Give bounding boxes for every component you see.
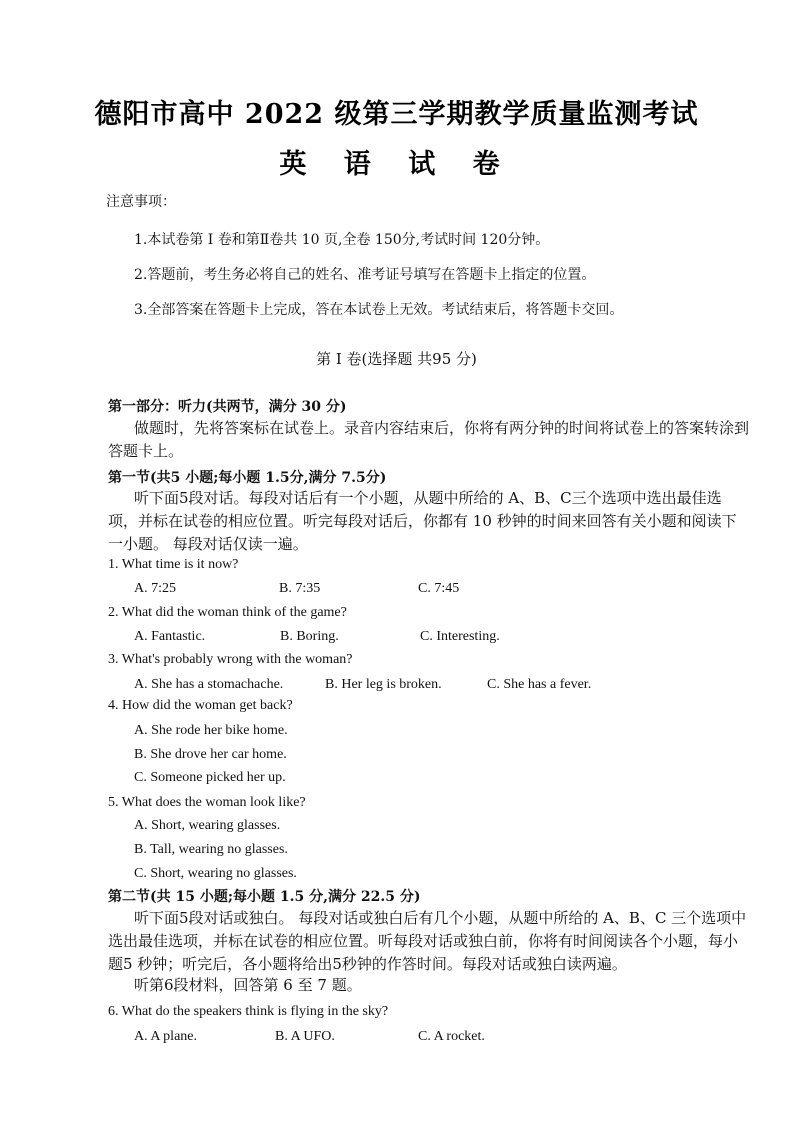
section2-title: 第二节(共 15 小题;每小题 1.5 分,满分 22.5 分) (108, 889, 421, 905)
section2-intro: 听下面5段对话或独白。 每段对话或独白后有几个小题，从题中所给的 A、B、C 三个选项中选出最佳选项，并标在试卷的相应位置。听每段对话或独白前，你将有时间阅读各个小题，每小题5 秒钟；听完后，各小题将给出5秒钟的作答时间。每段对话或独白读两遍。 (108, 909, 747, 973)
section2-material: 听第6段材料，回答第 6 至 7 题。 (134, 976, 362, 994)
exam-title: 德阳市高中 2022 级第三学期教学质量监测考试 (94, 99, 699, 130)
part1-title: 第一部分：听力(共两节，满分 30 分) (108, 399, 347, 415)
part1-intro: 做题时，先将答案标在试卷上。录音内容结束后，你将有两分钟的时间将试卷上的答案转涂到答题卡上。 (108, 419, 750, 460)
option-a: A. 7:25 (134, 581, 176, 596)
option-a: A. Fantastic. (134, 629, 206, 644)
note-item: 1.本试卷第 Ⅰ 卷和第Ⅱ卷共 10 页,全卷 150分,考试时间 120分钟。 (134, 232, 550, 248)
option-a: A. A plane. (134, 1029, 197, 1044)
option-b: B. Tall, wearing no glasses. (134, 842, 288, 857)
option-c: C. She has a fever. (487, 677, 592, 692)
option-c: C. A rocket. (418, 1029, 485, 1044)
option-a: A. She has a stomachache. (134, 677, 284, 692)
exam-subtitle: 英 语 试 卷 (279, 149, 514, 180)
option-c: C. Interesting. (420, 629, 500, 644)
note-item: 3.全部答案在答题卡上完成，答在本试卷上无效。考试结束后，将答题卡交回。 (134, 302, 624, 318)
note-item: 2.答题前，考生务必将自己的姓名、准考证号填写在答题卡上指定的位置。 (134, 267, 596, 283)
question-stem: 5. What does the woman look like? (108, 795, 306, 810)
question-stem: 2. What did the woman think of the game? (108, 605, 347, 620)
option-b: B. A UFO. (275, 1029, 335, 1044)
section1-intro: 听下面5段对话。每段对话后有一个小题，从题中所给的 A、B、C三个选项中选出最佳选项，并标在试卷的相应位置。听完每段对话后，你都有 10 秒钟的时间来回答有关小题和阅读下一小题。 每段对话仅读一遍。 (108, 489, 737, 553)
option-b: B. Her leg is broken. (325, 677, 442, 692)
option-a: A. Short, wearing glasses. (134, 818, 281, 833)
notes-heading: 注意事项： (106, 194, 176, 210)
question-stem: 1. What time is it now? (108, 557, 239, 572)
volume-title: 第 I 卷(选择题 共95 分) (316, 350, 477, 368)
option-b: B. Boring. (280, 629, 339, 644)
option-c: C. Someone picked her up. (134, 770, 286, 785)
question-stem: 3. What's probably wrong with the woman? (108, 652, 353, 667)
option-b: B. 7:35 (279, 581, 321, 596)
option-a: A. She rode her bike home. (134, 723, 288, 738)
question-stem: 6. What do the speakers think is flying in the sky? (108, 1004, 389, 1019)
option-c: C. Short, wearing no glasses. (134, 866, 297, 881)
option-c: C. 7:45 (418, 581, 460, 596)
question-stem: 4. How did the woman get back? (108, 698, 293, 713)
section1-title: 第一节(共5 小题;每小题 1.5分,满分 7.5分) (108, 470, 387, 486)
option-b: B. She drove her car home. (134, 747, 287, 762)
